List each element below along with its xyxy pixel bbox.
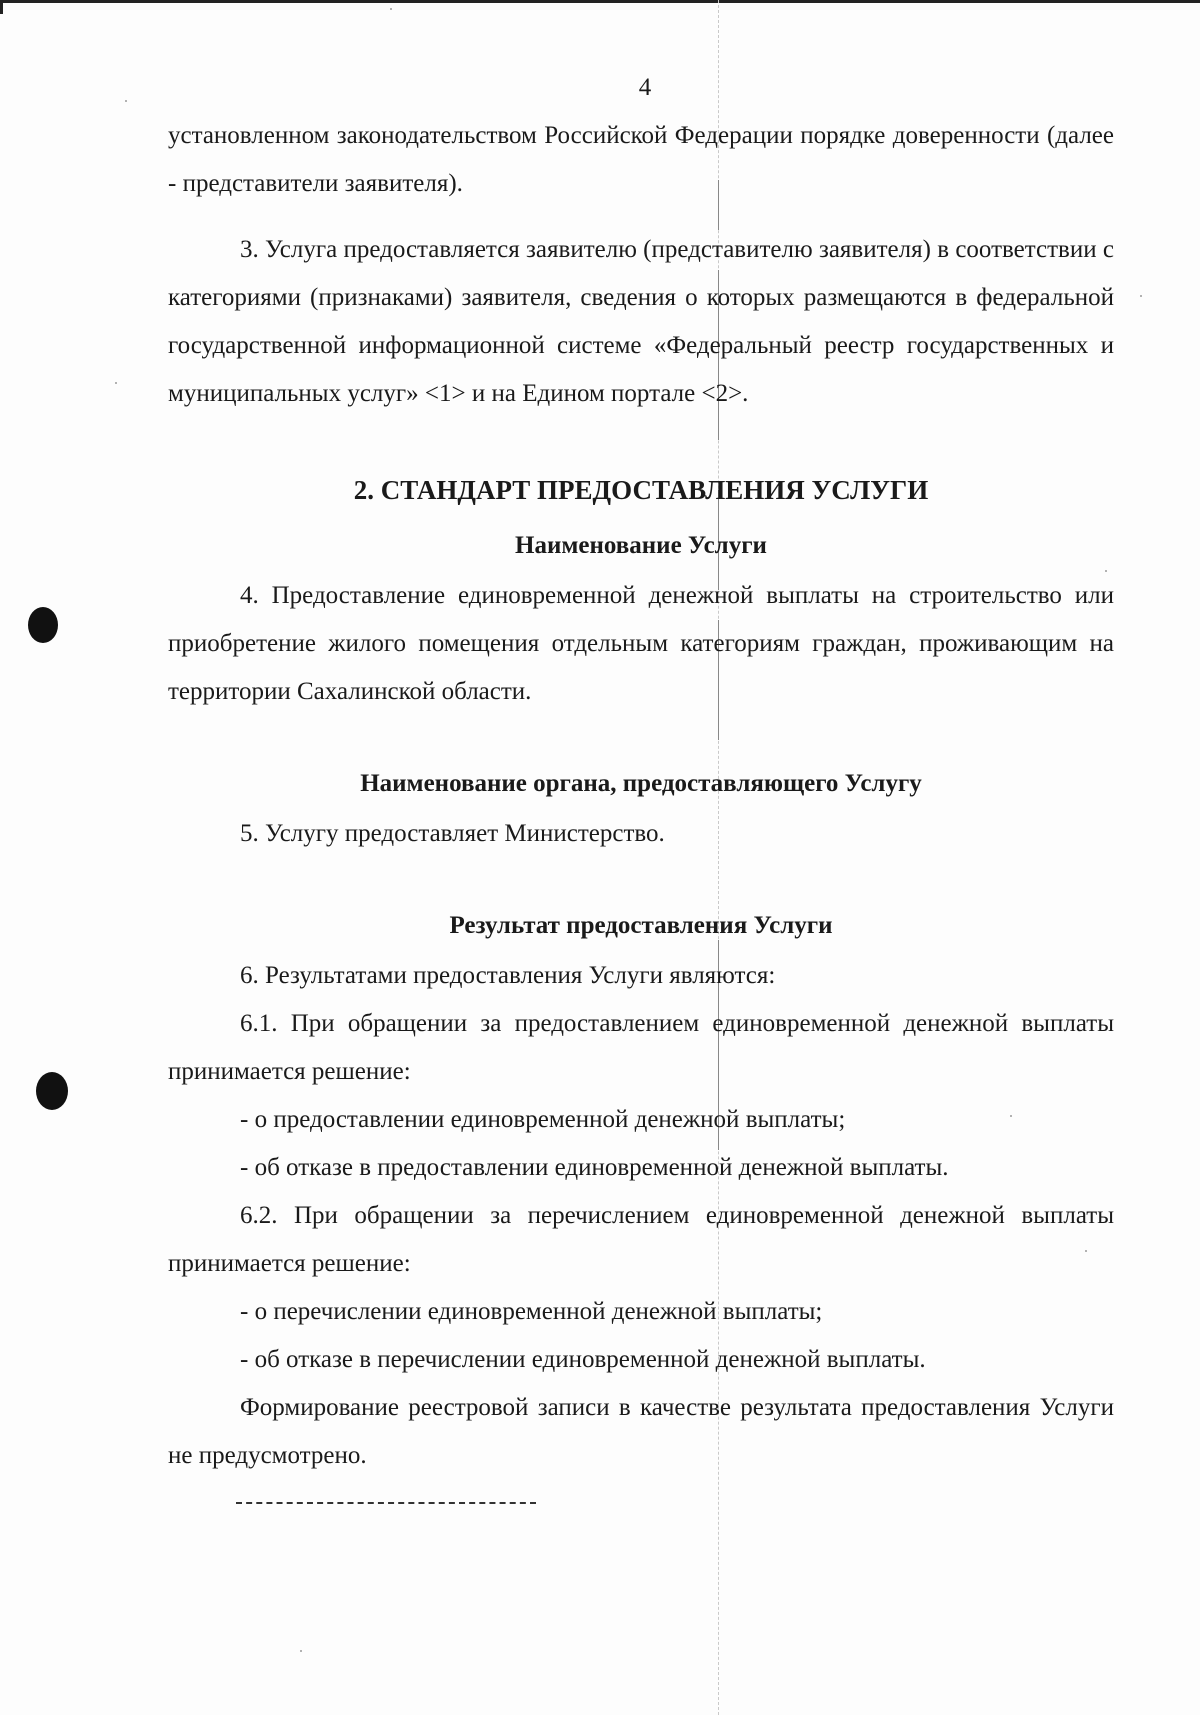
punch-hole <box>36 1072 68 1110</box>
scan-speck <box>300 1650 302 1652</box>
scan-corner-mark <box>0 0 3 14</box>
list-item: - об отказе в предоставлении единовременной денежной выплаты. <box>240 1154 949 1181</box>
heading-result: Результат предоставления Услуги <box>449 912 833 939</box>
paragraph-3: 3. Услуга предоставляется заявителю (представителю заявителя) в соответствии с категориями (признаками) заявителя, сведения о которых размещаются в федеральной государственной информационной системе «Федеральный реестр государственных и муниципальных услуг» <1> и на Едином портале <2>. <box>168 236 1114 407</box>
punch-hole <box>28 607 58 643</box>
paragraph-5: 5. Услугу предоставляет Министерство. <box>240 820 665 847</box>
page-number: 4 <box>638 74 652 101</box>
scan-speck <box>390 8 392 10</box>
section-title: 2. СТАНДАРТ ПРЕДОСТАВЛЕНИЯ УСЛУГИ <box>353 475 929 505</box>
scan-top-edge <box>0 0 1200 3</box>
footnote-separator <box>236 1502 536 1504</box>
paragraph-6-2: 6.2. При обращении за перечислением единовременной денежной выплаты принимается решение: <box>168 1202 1114 1277</box>
scan-speck <box>1140 295 1142 297</box>
heading-organ: Наименование органа, предоставляющего Услугу <box>360 770 922 797</box>
document-body <box>168 112 1114 1504</box>
scan-speck <box>115 382 117 384</box>
heading-service-name: Наименование Услуги <box>515 532 767 559</box>
paragraph-registry: Формирование реестровой записи в качестве результата предоставления Услуги не предусмотрено. <box>168 1394 1114 1469</box>
list-item: - об отказе в перечислении единовременной денежной выплаты. <box>240 1346 926 1373</box>
list-item: - о перечислении единовременной денежной выплаты; <box>240 1298 823 1325</box>
paragraph-6-1: 6.1. При обращении за предоставлением единовременной денежной выплаты принимается решение: <box>168 1010 1114 1085</box>
paragraph-4: 4. Предоставление единовременной денежной выплаты на строительство или приобретение жилого помещения отдельным категориям граждан, проживающим на территории Сахалинской области. <box>168 582 1114 705</box>
paragraph-intro: установленном законодательством Российской Федерации порядке доверенности (далее - представители заявителя). <box>168 122 1114 197</box>
list-item: - о предоставлении единовременной денежной выплаты; <box>240 1106 846 1133</box>
paragraph-6: 6. Результатами предоставления Услуги являются: <box>240 962 776 989</box>
